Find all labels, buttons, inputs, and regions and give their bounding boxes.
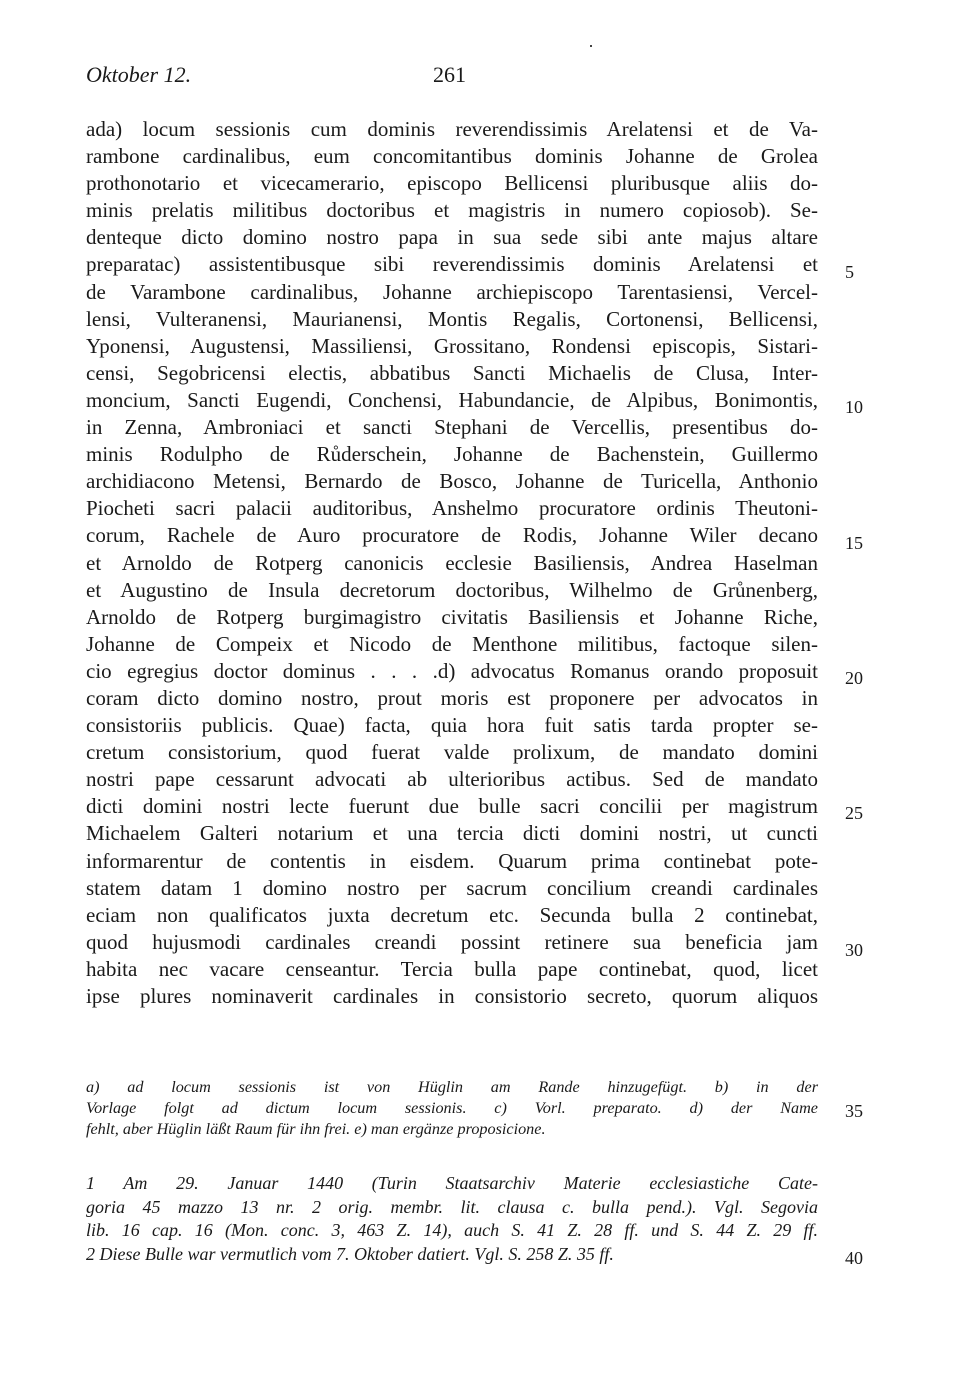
line-number: 25 — [845, 803, 863, 823]
line-number: 15 — [845, 533, 863, 553]
text-line: habita nec vacare censeantur. Tercia bulla pape continebat, quod, licet — [86, 956, 818, 981]
text-line: Johanne de Compeix et Nicodo de Menthone militibus, factoque silen- — [86, 631, 818, 656]
text-line: de Varambone cardinalibus, Johanne archiepiscopo Tarentasiensi, Vercel- — [86, 279, 818, 304]
text-line: in Zenna, Ambroniaci et sancti Stephani de Vercellis, presentibus do- — [86, 415, 818, 440]
text-line: nostri pape cessarunt advocati ab ulterioribus actibus. Sed de mandato — [86, 767, 818, 792]
apparatus-line: Vorlage folgt ad dictum locum sessionis. c) Vorl. preparato. d) der Name — [86, 1099, 818, 1117]
line-number: 40 — [845, 1248, 863, 1268]
text-line: cretum consistorium, quod fuerat valde prolixum, de mandato domini — [86, 740, 818, 765]
text-line: eciam non qualificatos juxta decretum etc. Secunda bulla 2 continebat, — [86, 902, 818, 927]
text-line: cio egregius doctor dominus . . . .d) advocatus Romanus orando proposuit — [86, 658, 818, 683]
footnote-line: 1 Am 29. Januar 1440 (Turin Staatsarchiv Materie ecclesiastiche Cate- — [86, 1173, 818, 1193]
text-line: Arnoldo de Rotperg burgimagistro civitatis Basiliensis et Johanne Riche, — [86, 604, 818, 629]
text-line: informarentur de contentis in eisdem. Quarum prima continebat pote- — [86, 848, 818, 873]
apparatus-line: a) ad locum sessionis ist von Hüglin am Rande hinzugefügt. b) in der — [86, 1078, 818, 1096]
line-number: 35 — [845, 1101, 863, 1121]
text-line: Yponensi, Augustensi, Massiliensi, Grossitano, Rondensi episcopis, Sistari- — [86, 333, 818, 358]
text-line: coram dicto domino nostro, prout moris est proponere per advocatos in — [86, 685, 818, 710]
footnote-line: lib. 16 cap. 16 (Mon. conc. 3, 463 Z. 14), auch S. 41 Z. 28 ff. und S. 44 Z. 29 ff. — [86, 1220, 818, 1240]
text-line: minis Rodulpho de Růderschein, Johanne de Bachenstein, Guillermo — [86, 442, 818, 467]
line-number: 10 — [845, 397, 863, 417]
apparatus-line: fehlt, aber Hüglin läßt Raum für ihn frei. e) man ergänze proposicione. — [86, 1120, 546, 1138]
text-line: et Augustino de Insula decretorum doctoribus, Wilhelmo de Grůnenberg, — [86, 577, 818, 602]
text-line: ada) locum sessionis cum dominis reverendissimis Arelatensi et de Va- — [86, 117, 818, 141]
text-line: consistoriis publicis. Quae) facta, quia hora fuit satis tarda propter se- — [86, 713, 818, 738]
text-line: prothonotario et vicecamerario, episcopo Bellicensi pluribusque aliis do- — [86, 171, 818, 196]
text-line: quod hujusmodi cardinales creandi possint retinere sua beneficia jam — [86, 929, 818, 954]
text-line: rambone cardinalibus, eum concomitantibus dominis Johanne de Grolea — [86, 144, 818, 169]
print-mark — [590, 45, 592, 47]
text-line: moncium, Sancti Eugendi, Conchensi, Habundancie, de Alpibus, Bonimontis, — [86, 387, 818, 412]
footnote-line: goria 45 mazzo 13 nr. 2 orig. membr. lit. clausa c. bulla pend.). Vgl. Segovia — [86, 1196, 818, 1217]
text-line: denteque dicto domino nostro papa in sua sede sibi ante majus altare — [86, 225, 818, 250]
line-number: 20 — [845, 668, 863, 688]
text-line: et Arnoldo de Rotperg canonicis ecclesie Basiliensis, Andrea Haselman — [86, 550, 818, 575]
page-number: 261 — [433, 62, 466, 87]
page-header — [86, 62, 818, 92]
footnotes — [86, 1172, 818, 1266]
text-line: Michaelem Galteri notarium et una tercia dicti domini nostri, ut cuncti — [86, 821, 818, 846]
text-line: dicti domini nostri lecte fuerunt due bulle sacri concilii per magistrum — [86, 794, 818, 819]
running-head: Oktober 12. — [86, 62, 192, 87]
footnote-line: 2 Diese Bulle war vermutlich vom 7. Oktober datiert. Vgl. S. 258 Z. 35 ff. — [86, 1243, 614, 1264]
text-line: censi, Segobricensi electis, abbatibus Sancti Michaelis de Clusa, Inter- — [86, 360, 818, 385]
text-line: archidiacono Metensi, Bernardo de Bosco, Johanne de Turicella, Anthonio — [86, 469, 818, 494]
line-number: 30 — [845, 940, 863, 960]
text-line: minis prelatis militibus doctoribus et magistris in numero copiosob). Se- — [86, 198, 818, 223]
text-line: statem datam 1 domino nostro per sacrum concilium creandi cardinales — [86, 875, 818, 900]
text-line: corum, Rachele de Auro procuratore de Rodis, Johanne Wiler decano — [86, 523, 818, 548]
text-line: preparatac) assistentibusque sibi reverendissimis dominis Arelatensi et — [86, 252, 818, 277]
line-number: 5 — [845, 262, 854, 282]
critical-apparatus — [86, 1077, 818, 1140]
text-line: Piocheti sacri palacii auditoribus, Anshelmo procuratore ordinis Theutoni- — [86, 496, 818, 521]
text-line: lensi, Vulteranensi, Maurianensi, Montis Regalis, Cortonensi, Bellicensi, — [86, 306, 818, 331]
text-line: ipse plures nominaverit cardinales in consistorio secreto, quorum aliquos — [86, 984, 818, 1008]
main-text — [86, 116, 818, 1010]
